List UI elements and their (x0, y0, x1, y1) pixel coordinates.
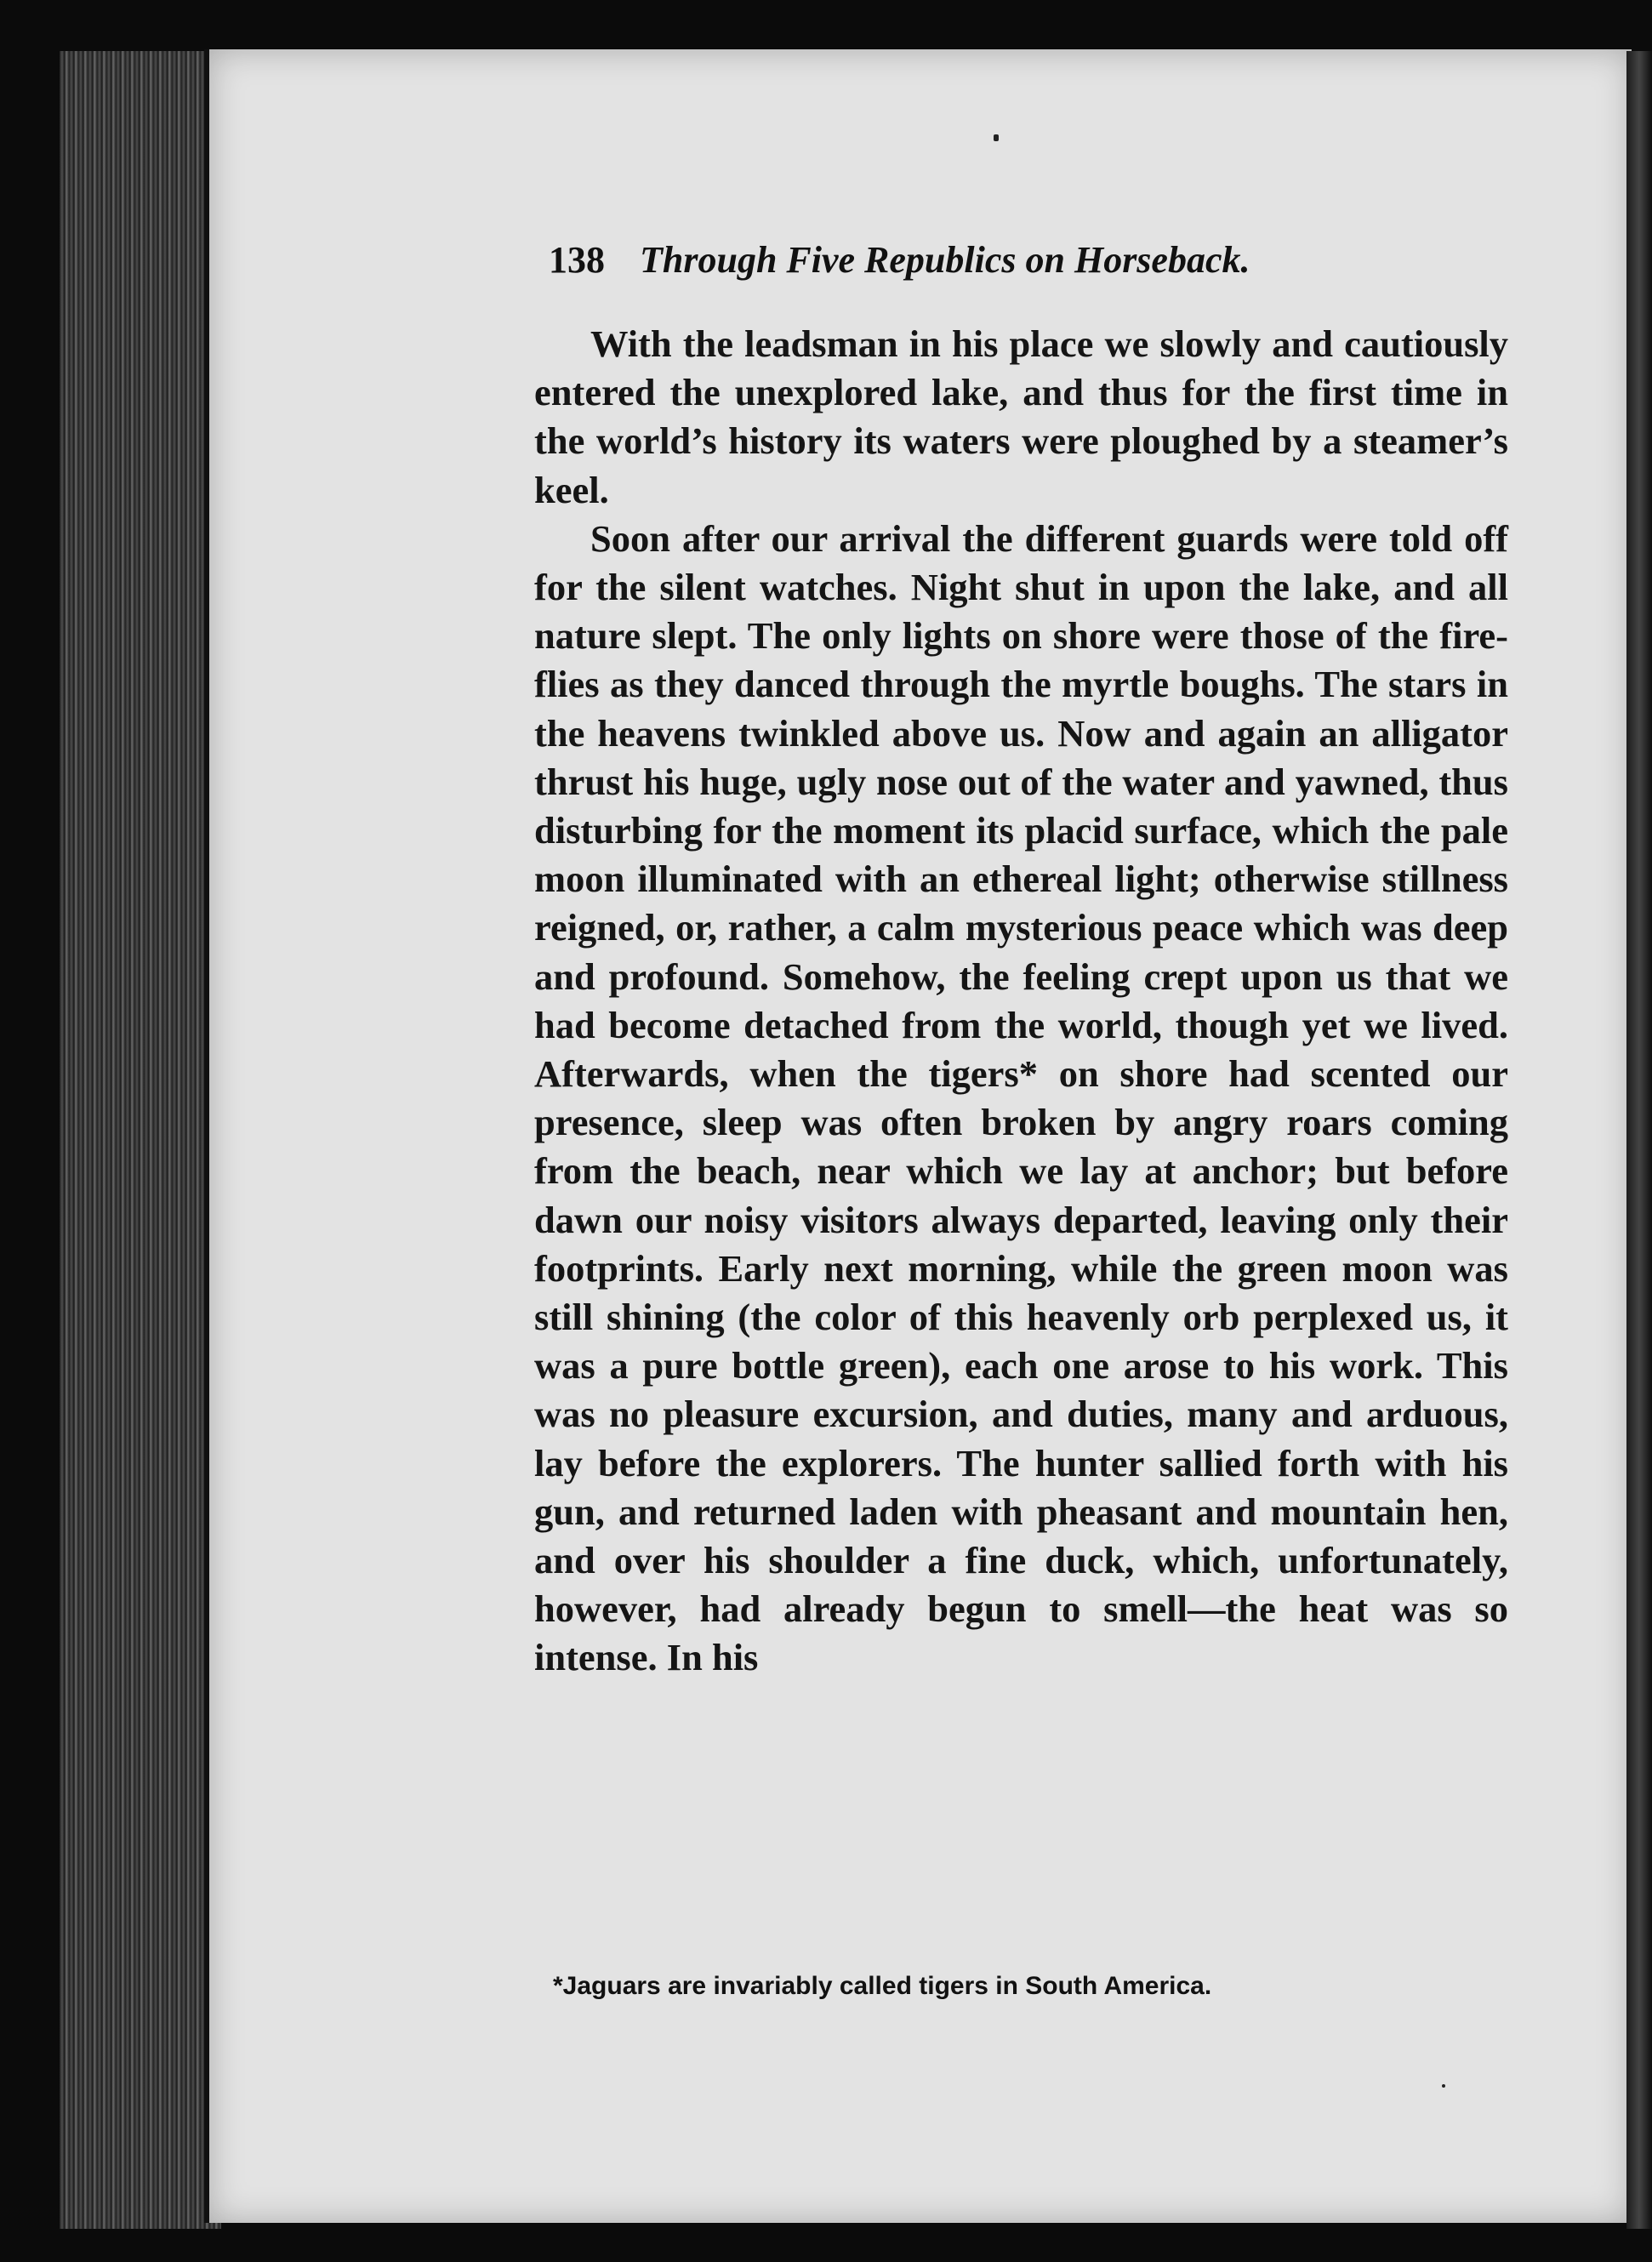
paragraph: Soon after our arrival the different guards were told off for the silent watches. Night shut in upon the lake, and all nature slept. The only lights on shore were those of the fire-flies as they danced through the myrtle boughs. The stars in the heavens twinkled above us. Now and again an alligator thrust his huge, ugly nose out of the water and yawned, thus disturbing for the moment its placid surface, which the pale moon illuminated with an ethereal light; otherwise stillness reigned, or, rather, a calm mysterious peace which was deep and profound. Somehow, the feeling crept upon us that we had become detached from the world, though yet we lived. Afterwards, when the tigers* on shore had scented our presence, sleep was often broken by angry roars coming from the beach, near which we lay at anchor; but before dawn our noisy visitors always departed, leaving only their footprints. Early next morning, while the green moon was still shining (the color of this heavenly orb perplexed us, it was a pure bottle green), each one arose to his work. This was no pleasure excursion, and duties, many and arduous, lay before the explorers. The hunter sallied forth with his gun, and returned laden with pheasant and mountain hen, and over his shoulder a fine duck, which, unfortunately, however, had already begun to smell—the heat was so intense. In his (534, 516, 1508, 1679)
paragraph: With the leadsman in his place we slowly and cautiously entered the unexplored lake, and thus for the first time in the world’s history its waters were ploughed by a steamer’s keel. (534, 322, 1508, 511)
body-text (534, 320, 1508, 1683)
page-right-edge (1626, 51, 1652, 2229)
running-title: Through Five Republics on Horseback. (640, 239, 1250, 281)
speck (994, 134, 999, 141)
speck (1442, 2084, 1445, 2088)
footnote: *Jaguars are invariably called tigers in South America. (553, 1972, 1212, 2000)
page-number: 138 (549, 239, 605, 281)
book-spine-edge (60, 51, 221, 2229)
running-header (549, 238, 1446, 282)
